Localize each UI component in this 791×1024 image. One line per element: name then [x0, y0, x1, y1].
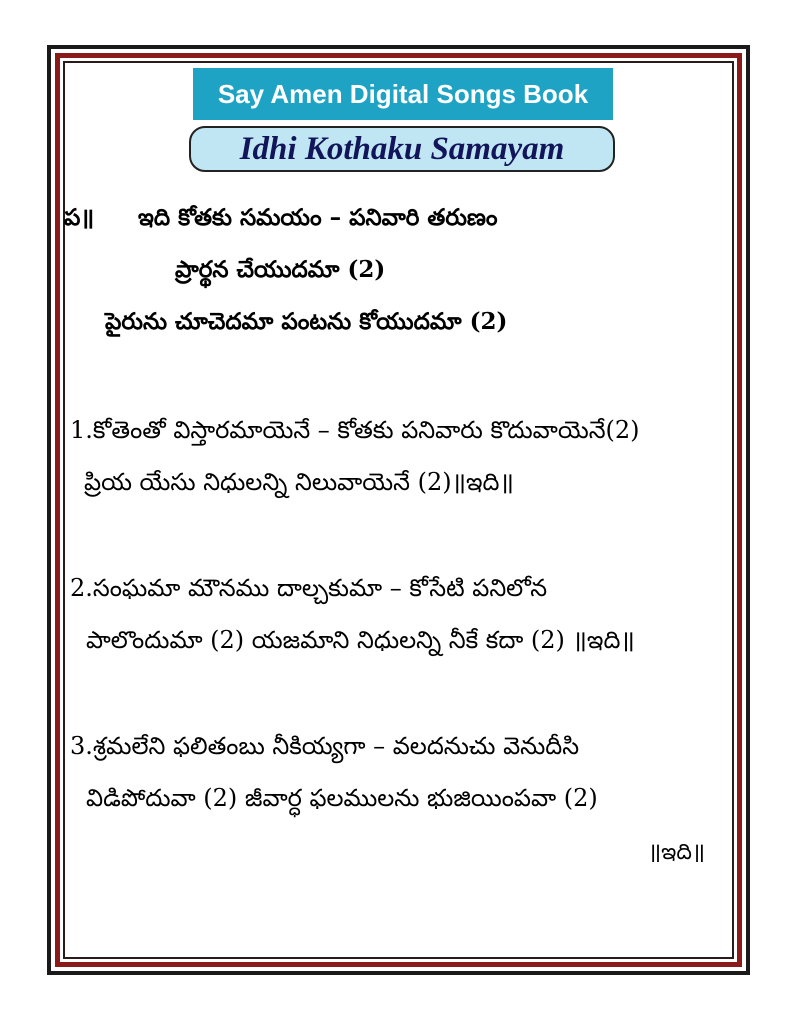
refrain-line-3: పైరును చూచెదమా పంటను కోయుదమా (2) — [105, 308, 508, 335]
verse-1-line-1: 1.కోతెంతో విస్తారమాయెనే – కోతకు పనివారు కొదువాయెనే(2) — [70, 416, 640, 444]
verse-3-line-2: విడిపోదువా (2) జీవార్ధ ఫలములను భుజియింపవా (2) — [86, 784, 598, 812]
verse-3-line-1: 3.శ్రమలేని ఫలితంబు నీకియ్యగా – వలదనుచు వెనుదీసి — [70, 732, 580, 760]
verse-2-line-1: 2.సంఘమా మౌనము దాల్చకుమా – కోసేటి పనిలోన — [70, 574, 548, 602]
verse-2-line-2: పాలొందుమా (2) యజమాని నిధులన్ని నీకే కదా (2) ॥ఇది॥ — [86, 626, 635, 654]
refrain-label: ప॥ — [64, 204, 95, 231]
verse-3-line-3: ॥ఇది॥ — [648, 840, 706, 865]
refrain-line-2: ప్రార్థన చేయుదమా (2) — [175, 256, 386, 283]
song-title: Idhi Kothaku Samayam — [189, 126, 615, 172]
verse-1-line-2: ప్రియ యేసు నిధులన్ని నిలువాయెనే (2)॥ఇది॥ — [84, 468, 514, 496]
inner-border — [63, 61, 734, 959]
refrain-line-1: ఇది కోతకు సమయం – పనివారి తరుణం — [138, 204, 498, 231]
book-banner: Say Amen Digital Songs Book — [193, 68, 613, 120]
